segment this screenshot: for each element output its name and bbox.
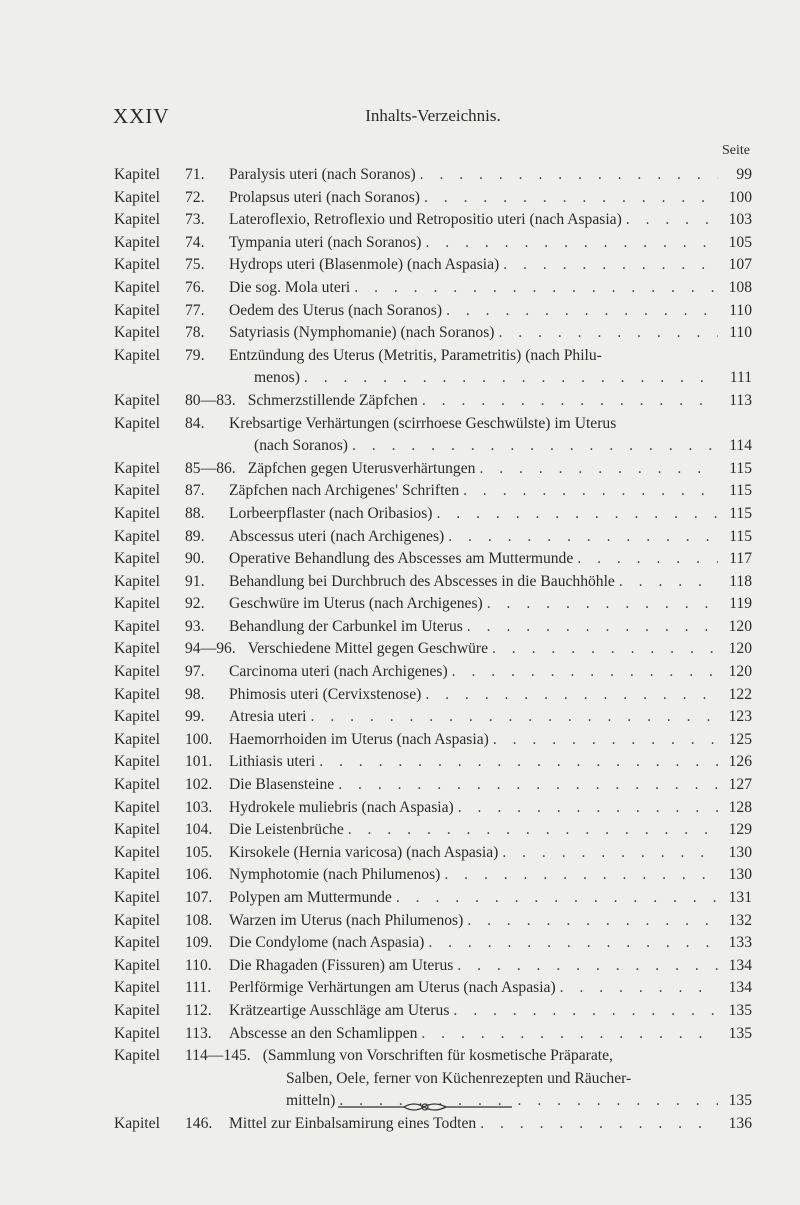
page-reference: 133 [728,934,752,952]
chapter-title: Haemorrhoiden im Uterus (nach Aspasia) [229,730,489,748]
page-reference: 117 [729,550,752,568]
chapter-label: Kapitel [114,482,160,500]
chapter-label: Kapitel [114,324,160,342]
chapter-title: Satyriasis (Nymphomanie) (nach Soranos) [229,324,495,342]
page-reference: 115 [729,527,752,545]
chapter-number: 84. [185,414,205,432]
chapter-label: Kapitel [114,685,160,703]
chapter-number: 77. [185,301,205,319]
toc-entry[interactable] [114,413,752,458]
chapter-label: Kapitel [114,595,160,613]
dot-leader [300,367,718,390]
chapter-label: Kapitel [114,188,160,206]
chapter-title: Krebsartige Verhärtungen (scirrhoese Geschwülste) im Uterus [229,414,617,432]
chapter-number: 107. [185,889,213,906]
chapter-title: Oedem des Uterus (nach Soranos) [229,301,443,319]
dot-leader [448,661,718,684]
chapter-number: 85—86. [185,459,236,477]
chapter-title: Behandlung der Carbunkel im Uterus [229,617,463,635]
page-reference: 131 [728,889,752,906]
chapter-number: 99. [185,708,205,726]
chapter-number: 113. [185,1024,212,1042]
dot-leader [499,254,718,277]
chapter-label: Kapitel [114,459,160,477]
chapter-title: Nymphotomie (nach Philumenos) [229,866,441,884]
page-reference: 118 [729,572,752,590]
page-reference: 125 [728,730,752,748]
page-reference: 115 [729,482,752,500]
chapter-label: Kapitel [114,889,160,906]
table-of-contents [114,164,752,1136]
page-reference: 119 [729,595,752,613]
dot-leader [573,548,718,571]
dot-leader [622,209,718,232]
chapter-label: Kapitel [114,730,160,748]
toc-entry[interactable] [114,1000,752,1023]
chapter-number: 114—145. [185,1047,251,1065]
toc-entry[interactable] [114,661,752,684]
toc-entry[interactable] [114,684,752,707]
page-reference: 130 [728,866,752,884]
chapter-label: Kapitel [114,753,160,771]
chapter-label: Kapitel [114,572,160,590]
chapter-number: 111. [185,979,212,997]
chapter-label: Kapitel [114,821,160,839]
chapter-number: 71. [185,166,205,183]
chapter-title: Tympania uteri (nach Soranos) [229,233,422,251]
chapter-label: Kapitel [114,776,160,794]
chapter-number: 102. [185,776,213,794]
chapter-number: 97. [185,663,205,681]
chapter-number: 112. [185,1001,212,1019]
toc-entry[interactable] [114,955,752,978]
chapter-label: Kapitel [114,301,160,319]
page-reference: 120 [728,617,752,635]
dot-leader [489,729,718,752]
page-reference: 113 [729,391,752,409]
chapter-label: Kapitel [114,278,160,296]
dot-leader [483,593,718,616]
toc-entry[interactable] [114,277,752,300]
chapter-title: Die Leistenbrüche [229,821,344,839]
chapter-number: 109. [185,934,213,952]
chapter-label: Kapitel [114,414,160,432]
toc-entry[interactable] [114,232,752,255]
toc-entry[interactable] [114,706,752,729]
chapter-number: 98. [185,685,205,703]
dot-leader [433,503,719,526]
page-reference: 134 [728,956,752,974]
page-reference: 105 [728,233,752,251]
chapter-label: Kapitel [114,708,160,726]
toc-entry[interactable] [114,864,752,887]
dot-leader [442,300,718,323]
toc-entry[interactable] [114,819,752,842]
toc-entry[interactable] [114,616,752,639]
toc-entry[interactable] [114,751,752,774]
page-reference: 103 [728,211,752,229]
chapter-title: Abscessus uteri (nach Archigenes) [229,527,445,545]
page-reference: 107 [728,256,752,274]
dot-leader [315,751,718,774]
toc-entry[interactable] [114,390,752,413]
running-title: Inhalts-Verzeichnis. [365,106,501,125]
chapter-title: Schmerzstillende Zäpfchen [247,391,418,409]
chapter-title: Die Blasensteine [229,776,335,794]
chapter-title: Die sog. Mola uteri [229,278,351,296]
toc-entry[interactable] [114,977,752,1000]
dot-leader [417,1023,718,1046]
toc-entry[interactable] [114,345,752,390]
chapter-label: Kapitel [114,843,160,861]
chapter-number: 101. [185,753,213,771]
chapter-title: Kirsokele (Hernia varicosa) (nach Aspasia) [229,843,499,861]
chapter-label: Kapitel [114,527,160,545]
toc-entry[interactable] [114,526,752,549]
page-reference: 120 [728,640,752,658]
toc-entry[interactable] [114,842,752,865]
page-reference: 110 [729,301,752,319]
toc-entry[interactable] [114,729,752,752]
toc-entry[interactable] [114,503,752,526]
dot-leader [453,955,718,978]
chapter-title: Lithiasis uteri [229,753,316,771]
chapter-title: Carcinoma uteri (nach Archigenes) [229,663,448,681]
chapter-title: Phimosis uteri (Cervixstenose) [229,685,422,703]
dot-leader [498,842,718,865]
chapter-number: 78. [185,324,205,342]
toc-entry[interactable] [114,1023,752,1046]
chapter-number: 92. [185,595,205,613]
page-reference: 122 [728,685,752,703]
chapter-number: 89. [185,527,205,545]
chapter-title: Hydrokele muliebris (nach Aspasia) [229,798,454,816]
toc-entry[interactable] [114,548,752,571]
dot-leader [444,526,718,549]
chapter-title: Krätzeartige Ausschläge am Uterus [229,1001,450,1019]
page-reference: 126 [728,753,752,771]
page-reference: 135 [728,1092,752,1110]
chapter-title: Warzen im Uterus (nach Philumenos) [229,911,464,929]
chapter-number: 91. [185,572,205,590]
chapter-number: 94—96. [185,640,236,658]
chapter-number: 108. [185,911,213,929]
chapter-title: Atresia uteri [229,708,307,726]
chapter-label: Kapitel [114,391,160,409]
dot-leader [334,774,718,797]
page-reference: 108 [728,278,752,296]
chapter-label: Kapitel [114,1024,160,1042]
dot-leader [348,435,718,458]
toc-entry[interactable] [114,797,752,820]
chapter-title: Die Rhagaden (Fissuren) am Uterus [229,956,454,974]
toc-entry[interactable] [114,209,752,232]
page-header [113,104,753,134]
page-reference: 115 [729,504,752,522]
page-reference: 134 [728,979,752,997]
toc-entry[interactable] [114,254,752,277]
chapter-number: 87. [185,482,205,500]
dot-leader [475,458,718,481]
page-reference: 114 [729,437,752,455]
chapter-number: 105. [185,843,213,861]
dot-leader [449,1000,718,1023]
chapter-title-continued: Salben, Oele, ferner von Küchenrezepten und Räucher- [286,1069,632,1087]
page-reference: 99 [736,166,752,183]
chapter-number: 75. [185,256,205,274]
toc-entry[interactable] [114,300,752,323]
dot-leader [440,864,718,887]
dot-leader [454,797,718,820]
dot-leader [307,706,718,729]
page-reference: 135 [728,1024,752,1042]
chapter-title: Prolapsus uteri (nach Soranos) [229,188,420,206]
chapter-title: Polypen am Muttermunde [229,889,392,906]
chapter-label: Kapitel [114,1047,160,1065]
chapter-title: Paralysis uteri (nach Soranos) [229,166,416,183]
page-reference: 130 [728,843,752,861]
toc-entry[interactable] [114,187,752,210]
chapter-label: Kapitel [114,956,160,974]
end-ornament-icon [338,1097,512,1117]
dot-leader [392,887,718,910]
chapter-label: Kapitel [114,640,160,658]
toc-entry[interactable] [114,164,752,187]
chapter-title-continued: (nach Soranos) [254,437,348,455]
chapter-label: Kapitel [114,663,160,681]
page-reference: 128 [728,798,752,816]
page-reference: 135 [728,1001,752,1019]
dot-leader [350,277,718,300]
chapter-title-continued: menos) [254,369,300,387]
chapter-title: Zäpfchen gegen Uterusverhärtungen [247,459,476,477]
toc-entry[interactable] [114,322,752,345]
chapter-title-continued: mitteln) [286,1092,336,1110]
chapter-label: Kapitel [114,1114,160,1132]
page-reference: 129 [728,821,752,839]
chapter-number: 73. [185,211,205,229]
chapter-label: Kapitel [114,346,160,364]
chapter-title: Entzündung des Uterus (Metritis, Parametritis) (nach Philu- [229,346,602,364]
dot-leader [424,932,718,955]
chapter-title: Behandlung bei Durchbruch des Abscesses in die Bauchhöhle [229,572,615,590]
chapter-title: Lorbeerpflaster (nach Oribasios) [229,504,433,522]
toc-entry[interactable] [114,458,752,481]
chapter-number: 106. [185,866,213,884]
chapter-number: 79. [185,346,205,364]
page-reference: 110 [729,324,752,342]
chapter-number: 103. [185,798,213,816]
page-reference: 111 [729,369,752,387]
chapter-label: Kapitel [114,550,160,568]
chapter-title: Mittel zur Einbalsamirung eines Todten [229,1114,477,1132]
chapter-label: Kapitel [114,934,160,952]
dot-leader [494,322,718,345]
chapter-number: 72. [185,188,205,206]
page-reference: 100 [728,188,752,206]
chapter-label: Kapitel [114,256,160,274]
chapter-number: 74. [185,233,205,251]
chapter-title: Perlförmige Verhärtungen am Uterus (nach Aspasia) [229,979,556,997]
toc-entry[interactable] [114,593,752,616]
dot-leader [463,616,718,639]
chapter-title: Verschiedene Mittel gegen Geschwüre [247,640,488,658]
page-reference: 136 [728,1114,752,1132]
dot-leader [420,187,718,210]
dot-leader [344,819,718,842]
toc-entry[interactable] [114,638,752,661]
dot-leader [421,684,718,707]
chapter-number: 93. [185,617,205,635]
dot-leader [416,164,718,187]
toc-entry[interactable] [114,932,752,955]
chapter-number: 76. [185,278,205,296]
page-number: XXIV [113,104,170,128]
dot-leader [488,638,718,661]
chapter-title: Die Condylome (nach Aspasia) [229,934,425,952]
chapter-number: 104. [185,821,213,839]
toc-entry[interactable] [114,480,752,503]
chapter-title: Geschwüre im Uterus (nach Archigenes) [229,595,483,613]
chapter-number: 80—83. [185,391,236,409]
chapter-number: 88. [185,504,205,522]
chapter-number: 90. [185,550,205,568]
chapter-label: Kapitel [114,233,160,251]
chapter-label: Kapitel [114,1001,160,1019]
page-column-label: Seite [722,143,750,158]
dot-leader [421,232,718,255]
dot-leader [459,480,718,503]
page-reference: 123 [728,708,752,726]
page-reference: 132 [728,911,752,929]
dot-leader [476,1113,718,1136]
chapter-title: Zäpfchen nach Archigenes' Schriften [229,482,460,500]
chapter-title: Hydrops uteri (Blasenmole) (nach Aspasia) [229,256,500,274]
dot-leader [615,571,718,594]
chapter-label: Kapitel [114,166,160,183]
chapter-number: 100. [185,730,213,748]
page-reference: 115 [729,459,752,477]
dot-leader [556,977,718,1000]
chapter-label: Kapitel [114,979,160,997]
chapter-title: Lateroflexio, Retroflexio und Retropositio uteri (nach Aspasia) [229,211,622,229]
toc-entry[interactable] [114,887,752,910]
chapter-label: Kapitel [114,504,160,522]
toc-entry[interactable] [114,571,752,594]
page-reference: 120 [728,663,752,681]
dot-leader [463,910,718,933]
chapter-label: Kapitel [114,866,160,884]
chapter-label: Kapitel [114,798,160,816]
chapter-title: (Sammlung von Vorschriften für kosmetische Präparate, [262,1047,613,1065]
chapter-title: Abscesse an den Schamlippen [229,1024,418,1042]
chapter-number: 146. [185,1114,213,1132]
chapter-label: Kapitel [114,617,160,635]
chapter-label: Kapitel [114,911,160,929]
chapter-number: 110. [185,956,212,974]
page-reference: 127 [728,776,752,794]
chapter-label: Kapitel [114,211,160,229]
dot-leader [418,390,718,413]
toc-entry[interactable] [114,910,752,933]
toc-entry[interactable] [114,774,752,797]
chapter-title: Operative Behandlung des Abscesses am Muttermunde [229,550,574,568]
